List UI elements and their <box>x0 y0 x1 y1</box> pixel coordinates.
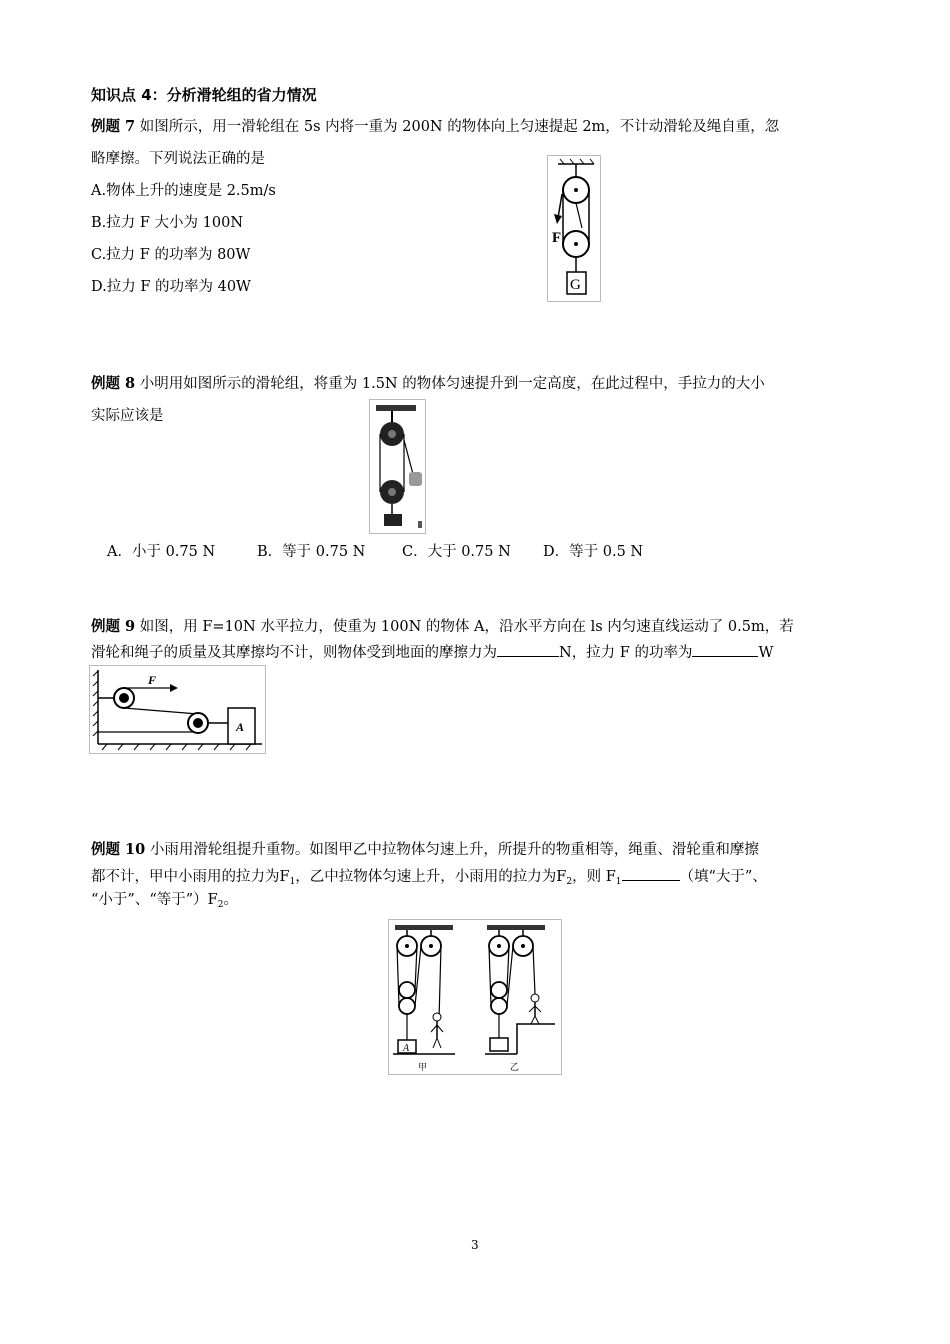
ex10-line2-part3: ，则 F <box>572 869 616 885</box>
ex7-option-a: A.物体上升的速度是 2.5m/s <box>91 183 276 199</box>
ex10-line2 <box>91 866 767 887</box>
ex10-sub1-b: 1 <box>615 877 622 887</box>
ex10-line2-part2: ，乙中拉物体匀速上升，小雨用的拉力为F <box>295 869 567 885</box>
ex10-line3 <box>91 890 238 910</box>
ex8-option-c: C．大于 0.75 N <box>402 544 511 560</box>
ex10-line3-part2: 。 <box>223 892 238 908</box>
ex8-option-a: A．小于 0.75 N <box>107 544 216 560</box>
ex7-option-c: C.拉力 F 的功率为 80W <box>91 247 251 263</box>
ex9-line2-part2: N，拉力 F 的功率为 <box>559 645 693 661</box>
ex7-option-b: B.拉力 F 大小为 100N <box>91 215 244 231</box>
ex10-sub2-b: 2 <box>217 900 224 910</box>
ex8-question-text: 小明用如图所示的滑轮组，将重为 1.5N 的物体匀速提升到一定高度，在此过程中，手拉力的大小 <box>135 376 765 392</box>
ex7-option-d: D.拉力 F 的功率为 40W <box>91 279 251 295</box>
ex9-line2 <box>91 642 773 663</box>
ex9-pulley-figure <box>89 665 266 754</box>
ex8-option-d: D．等于 0.5 N <box>543 544 644 560</box>
ex9-block-label: A <box>236 720 245 734</box>
page-number: 3 <box>471 1238 479 1252</box>
ex10-block-label: A <box>403 1043 410 1054</box>
ex9-force-label: F <box>148 673 157 687</box>
ex10-left-caption: 甲 <box>418 1062 428 1072</box>
ex9-label: 例题 9 <box>91 618 136 635</box>
ex8-option-b: B．等于 0.75 N <box>257 544 366 560</box>
ex8-label: 例题 8 <box>91 375 136 392</box>
ex7-force-label: F <box>552 230 562 246</box>
ex7-question-text: 如图所示，用一滑轮组在 5s 内将一重为 200N 的物体向上匀速提起 2m，不计动滑轮及绳自重，忽 <box>135 119 780 135</box>
ex10-line3-part1: “小于”、“等于”）F <box>91 892 218 908</box>
ex9-line2-part1: 滑轮和绳子的质量及其摩擦均不计，则物体受到地面的摩擦力为 <box>91 645 497 661</box>
ex8-line1 <box>91 374 765 394</box>
ex8-pulley-photo <box>369 399 426 534</box>
ex10-line2-part4: （填“大于”、 <box>679 869 767 885</box>
ex8-line2: 实际应该是 <box>91 408 164 424</box>
ex7-label: 例题 7 <box>91 118 136 135</box>
ex7-weight-label: G <box>570 277 581 293</box>
ex10-line1 <box>91 840 759 860</box>
ex7-pulley-figure <box>547 155 601 302</box>
ex10-sub1: 1 <box>289 877 296 887</box>
ex9-answer-blank-power[interactable] <box>692 642 758 657</box>
ex10-right-caption: 乙 <box>510 1062 520 1072</box>
ex10-pulley-figure <box>388 919 562 1075</box>
ex10-sub2: 2 <box>566 877 573 887</box>
ex9-line2-part3: W <box>758 645 774 661</box>
section-title: 知识点 4：分析滑轮组的省力情况 <box>91 86 317 104</box>
ex10-label: 例题 10 <box>91 841 146 858</box>
ex7-line1 <box>91 117 779 137</box>
ex9-question-text: 如图，用 F=10N 水平拉力，使重为 100N 的物体 A，沿水平方向在 ls 内匀速直线运动了 0.5m，若 <box>135 619 794 635</box>
ex10-question-text: 小雨用滑轮组提升重物。如图甲乙中拉物体匀速上升，所提升的物重相等，绳重、滑轮重和摩擦 <box>145 842 759 858</box>
ex9-answer-blank-friction[interactable] <box>497 642 559 657</box>
ex7-line2: 略摩擦。下列说法正确的是 <box>91 151 265 167</box>
ex10-answer-blank[interactable] <box>622 866 680 881</box>
ex9-line1 <box>91 617 794 637</box>
ex10-line2-part1: 都不计，甲中小雨用的拉力为F <box>91 869 290 885</box>
